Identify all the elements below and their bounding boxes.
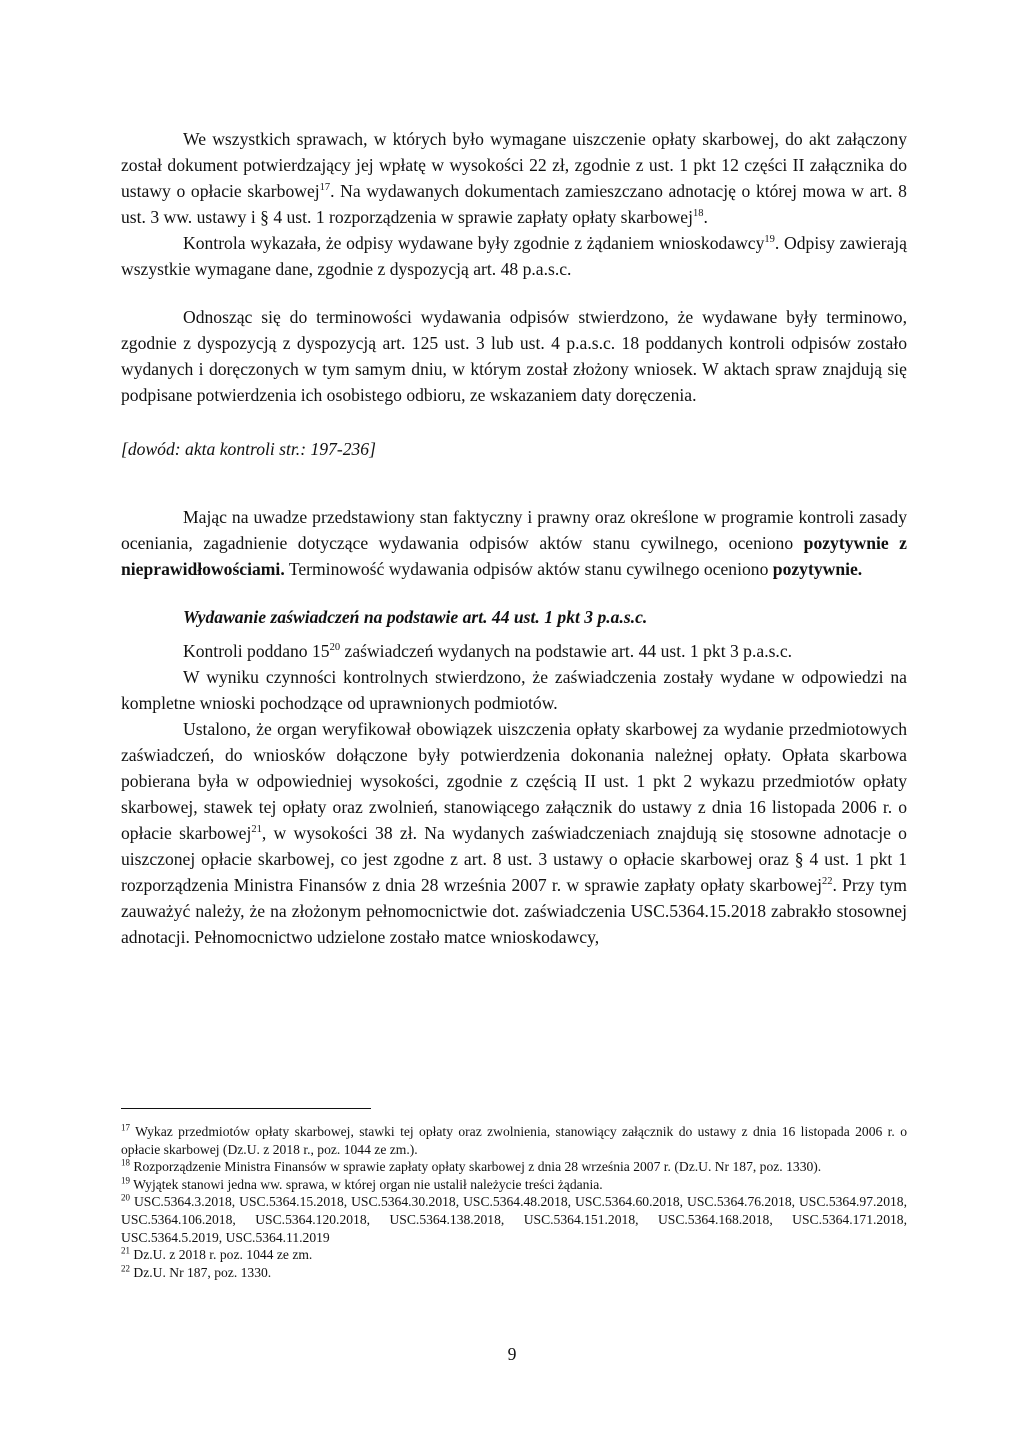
- footnote-ref[interactable]: 17: [319, 182, 331, 194]
- paragraph-text: . Na wydawanych dokumentach zamieszczano adnotację o której mowa w art. 8 ust. 3 ww. ustawy i § 4 ust. 1 rozporządzenia w sprawie zapłaty opłaty skarbowej: [121, 181, 907, 227]
- footnote-text: Rozporządzenie Ministra Finansów w sprawie zapłaty opłaty skarbowej z dnia 28 września 2007 r. (Dz.U. Nr 187, poz. 1330).: [130, 1159, 822, 1175]
- footnote-22: [121, 1264, 907, 1282]
- paragraph-text: Ustalono, że organ weryfikował obowiązek uiszczenia opłaty skarbowej za wydanie przedmiotowych zaświadczeń, do wniosków dołączone były potwierdzenia dokonania należnej opłaty. Opłata skarbowa pobierana była w odpowiedniej wysokości, zgodnie z częścią II ust. 1 pkt 2 wykazu przedmiotów opłaty skarbowej, stawek tej opłaty oraz zwolnień, stanowiącego załącznik do ustawy z dnia 16 listopada 2006 r. o opłacie skarbowej: [121, 719, 907, 843]
- footnote-ref[interactable]: 22: [821, 876, 833, 888]
- paragraph-text: . Odpisy zawierają wszystkie wymagane dane, zgodnie z dyspozycją art. 48 p.a.s.c.: [121, 233, 907, 279]
- footnote-ref[interactable]: 18: [692, 208, 704, 220]
- paragraph-text: Terminowość wydawania odpisów aktów stanu cywilnego oceniono: [284, 559, 773, 579]
- paragraph-text: Kontroli poddano 15: [183, 641, 330, 661]
- footnote-text: Wyjątek stanowi jedna ww. sprawa, w której organ nie ustalił należycie treści żądania.: [130, 1176, 603, 1192]
- footnote-number: 19: [121, 1175, 130, 1186]
- footnote-number: 22: [121, 1263, 130, 1274]
- footnote-text: Dz.U. z 2018 r. poz. 1044 ze zm.: [130, 1247, 313, 1263]
- spacer: [121, 408, 907, 436]
- footnotes-section: [121, 1108, 907, 1281]
- paragraph-text: Mając na uwadze przedstawiony stan faktyczny i prawny oraz określone w programie kontroli zasady oceniania, zagadnienie dotyczące wydawania odpisów aktów stanu cywilnego, oceniono: [121, 507, 907, 553]
- paragraph-control-result: [121, 230, 907, 282]
- spacer: [121, 490, 907, 504]
- paragraph-certificates-count: [121, 638, 907, 664]
- footnote-ref[interactable]: 20: [329, 642, 341, 654]
- footnote-number: 20: [121, 1192, 130, 1203]
- footnote-17: [121, 1123, 907, 1158]
- paragraph-certificates-issued: W wyniku czynności kontrolnych stwierdzono, że zaświadczenia zostały wydane w odpowiedzi na kompletne wnioski pochodzące od uprawnionych podmiotów.: [121, 667, 907, 713]
- footnote-ref[interactable]: 21: [251, 824, 262, 836]
- assessment-result: pozytywnie z nieprawidłowościami.: [121, 533, 907, 579]
- assessment-result: pozytywnie.: [772, 559, 863, 579]
- spacer: [121, 462, 907, 490]
- paragraph-timeliness: Odnosząc się do terminowości wydawania odpisów stwierdzono, że wydawane były terminowo, zgodnie z dyspozycją z dyspozycją art. 125 ust. 3 lub ust. 4 p.a.s.c. 18 poddanych kontroli odpisów zostało wydanych i doręczonych w tym samym dniu, w którym został złożony wniosek. W aktach spraw znajdują się podpisane potwierdzenia ich osobistego odbioru, ze wskazaniem daty doręczenia.: [121, 307, 907, 405]
- footnote-number: 17: [121, 1122, 130, 1133]
- footnote-number: 18: [121, 1157, 130, 1168]
- paragraph-text: Kontrola wykazała, że odpisy wydawane były zgodnie z żądaniem wnioskodawcy: [183, 233, 765, 253]
- page-number: 9: [507, 1344, 517, 1364]
- paragraph-text: .: [703, 207, 708, 227]
- paragraph-fee-verification: [121, 716, 907, 950]
- footnote-20: [121, 1193, 907, 1246]
- paragraph-fee-documents: [121, 126, 907, 230]
- footnote-21: [121, 1246, 907, 1264]
- evidence-reference: [dowód: akta kontroli str.: 197-236]: [121, 439, 376, 459]
- spacer: [121, 630, 907, 638]
- paragraph-text: . Przy tym zauważyć należy, że na złożonym pełnomocnictwie dot. zaświadczenia USC.5364.15.2018 zabrakło stosownej adnotacji. Pełnomocnictwo udzielone zostało matce wnioskodawcy,: [121, 875, 907, 947]
- footnote-ref[interactable]: 19: [764, 234, 775, 246]
- paragraph-assessment: [121, 504, 907, 582]
- footnote-19: [121, 1176, 907, 1194]
- footnote-text: USC.5364.3.2018, USC.5364.15.2018, USC.5364.30.2018, USC.5364.48.2018, USC.5364.60.2018, USC.5364.76.2018, USC.5364.97.2018, USC.5364.106.2018, USC.5364.120.2018, USC.5364.138.2018, USC.5364.151.2018, USC.5364.168.2018, USC.5364.171.2018, USC.5364.5.2019, USC.5364.11.2019: [121, 1194, 907, 1245]
- spacer: [121, 582, 907, 604]
- page-body: [121, 126, 907, 950]
- footnote-number: 21: [121, 1245, 130, 1256]
- footnote-separator: [121, 1108, 371, 1109]
- footnote-text: Wykaz przedmiotów opłaty skarbowej, stawki tej opłaty oraz zwolnienia, stanowiący załącznik do ustawy z dnia 16 listopada 2006 r. o opłacie skarbowej (Dz.U. z 2018 r., poz. 1044 ze zm.).: [121, 1124, 907, 1157]
- section-heading: Wydawanie zaświadczeń na podstawie art. 44 ust. 1 pkt 3 p.a.s.c.: [183, 607, 648, 627]
- footnote-18: [121, 1158, 907, 1176]
- paragraph-text: We wszystkich sprawach, w których było wymagane uiszczenie opłaty skarbowej, do akt załączony został dokument potwierdzający jej wpłatę w wysokości 22 zł, zgodnie z ust. 1 pkt 12 części II załącznika do ustawy o opłacie skarbowej: [121, 129, 907, 201]
- spacer: [121, 282, 907, 304]
- paragraph-text: , w wysokości 38 zł. Na wydanych zaświadczeniach znajdują się stosowne adnotacje o uiszczonej opłacie skarbowej, co jest zgodne z art. 8 ust. 3 ustawy o opłacie skarbowej oraz § 4 ust. 1 pkt 1 rozporządzenia Ministra Finansów z dnia 28 września 2007 r. w sprawie zapłaty opłaty skarbowej: [121, 823, 907, 895]
- paragraph-text: zaświadczeń wydanych na podstawie art. 44 ust. 1 pkt 3 p.a.s.c.: [340, 641, 793, 661]
- footnote-text: Dz.U. Nr 187, poz. 1330.: [130, 1264, 272, 1280]
